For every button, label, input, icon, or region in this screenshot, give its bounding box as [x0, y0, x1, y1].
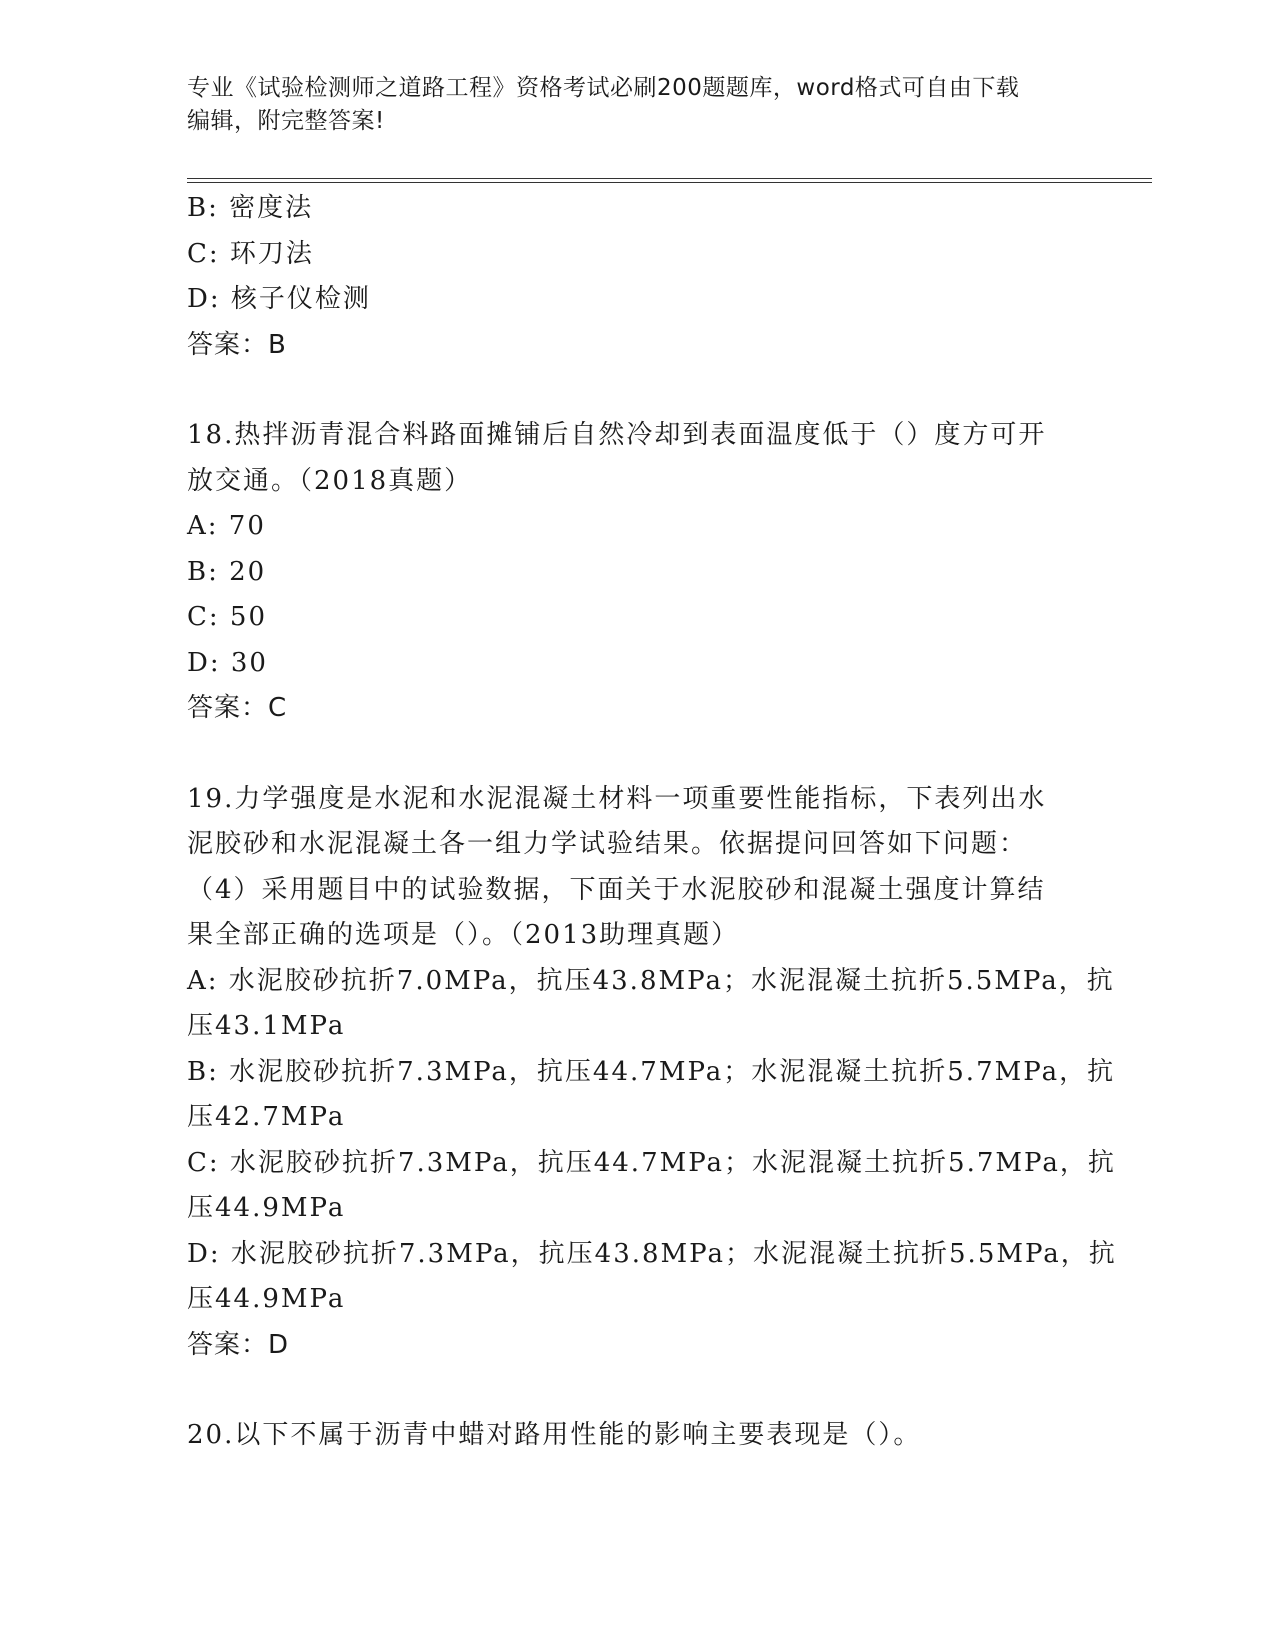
- option-a: A: 70: [187, 511, 266, 541]
- answer: 答案：C: [187, 693, 288, 723]
- header-double-rule: [187, 178, 1152, 183]
- option-b: B: 密度法: [187, 193, 314, 223]
- option-b: B: 水泥胶砂抗折7.3MPa，抗压44.7MPa；水泥混凝土抗折5.7MPa，抗: [187, 1056, 1116, 1087]
- header-line-1: 专业《试验检测师之道路工程》资格考试必刷200题题库，word格式可自由下载: [187, 75, 1020, 101]
- question-20: [187, 1413, 1087, 1459]
- question-stem-line: 19.力学强度是水泥和水泥混凝土材料一项重要性能指标，下表列出水: [187, 783, 1047, 814]
- option-d: D: 核子仪检测: [187, 284, 371, 314]
- option-d-continued: 压44.9MPa: [187, 1284, 346, 1314]
- option-a-continued: 压43.1MPa: [187, 1011, 346, 1041]
- page-header: [187, 72, 1067, 138]
- answer: 答案：B: [187, 329, 287, 360]
- option-d: D: 水泥胶砂抗折7.3MPa，抗压43.8MPa；水泥混凝土抗折5.5MPa，抗: [187, 1238, 1117, 1269]
- option-c: C: 环刀法: [187, 238, 314, 269]
- option-b-continued: 压42.7MPa: [187, 1102, 346, 1132]
- question-stem-line: 20.以下不属于沥青中蜡对路用性能的影响主要表现是（）。: [187, 1420, 922, 1450]
- question-stem-line: 18.热拌沥青混合料路面摊铺后自然冷却到表面温度低于（）度方可开: [187, 420, 1047, 450]
- question-19: [187, 777, 1117, 1369]
- question-content: [187, 186, 1117, 1459]
- option-a: A: 水泥胶砂抗折7.0MPa，抗压43.8MPa；水泥混凝土抗折5.5MPa，抗: [187, 965, 1115, 996]
- option-c-continued: 压44.9MPa: [187, 1193, 346, 1223]
- answer: 答案：D: [187, 1329, 290, 1360]
- option-c: C: 水泥胶砂抗折7.3MPa，抗压44.7MPa；水泥混凝土抗折5.7MPa，抗: [187, 1147, 1116, 1178]
- option-d: D: 30: [187, 647, 268, 678]
- option-b: B: 20: [187, 556, 267, 587]
- question-stem-line: （4）采用题目中的试验数据，下面关于水泥胶砂和混凝土强度计算结: [187, 874, 1046, 905]
- question-17: [187, 186, 1087, 368]
- question-stem-line: 放交通。（2018真题）: [187, 465, 473, 496]
- question-stem-line: 泥胶砂和水泥混凝土各一组力学试验结果。依据提问回答如下问题：: [187, 829, 1028, 859]
- question-stem-line: 果全部正确的选项是（）。（2013助理真题）: [187, 920, 740, 950]
- option-c: C: 50: [187, 602, 268, 632]
- question-18: [187, 413, 1087, 732]
- header-line-2: 编辑，附完整答案!: [187, 108, 385, 134]
